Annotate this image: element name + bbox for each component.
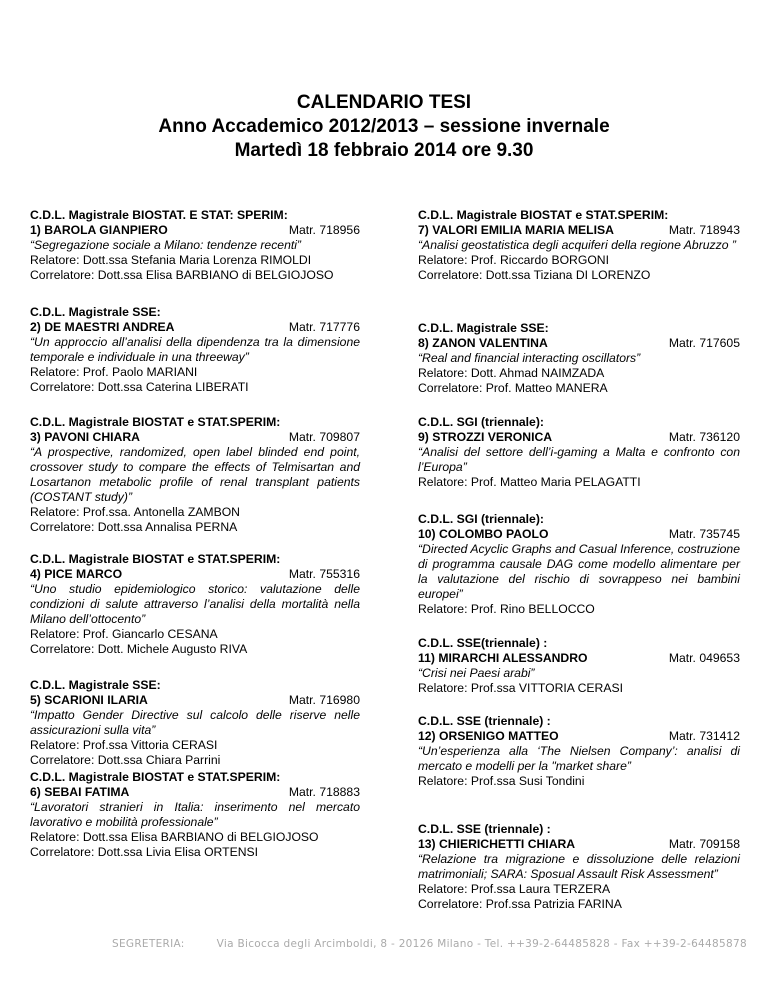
student-line [418, 651, 740, 666]
student-name: 3) PAVONI CHIARA [30, 430, 140, 444]
thesis-entry [30, 770, 360, 860]
thesis-title: “Impatto Gender Directive sul calcolo delle riserve nelle assicurazioni sulla vita” [30, 708, 360, 737]
supervisor: Relatore: Prof. Paolo MARIANI [30, 365, 198, 379]
student-id: Matr. 718883 [288, 785, 360, 799]
degree-course: C.D.L. SSE (triennale) : [418, 714, 551, 728]
supervisor: Relatore: Prof.ssa Laura TERZERA [418, 882, 611, 896]
student-id: Matr. 717776 [288, 320, 360, 334]
degree-course: C.D.L. Magistrale SSE: [30, 305, 161, 319]
co-supervisor: Correlatore: Dott.ssa Annalisa PERNA [30, 520, 238, 534]
footer-label: SEGRETERIA: [112, 938, 185, 950]
degree-course: C.D.L. Magistrale BIOSTAT. E STAT: SPERIM: [30, 208, 288, 222]
student-name: 7) VALORI EMILIA MARIA MELISA [418, 223, 614, 237]
footer [112, 938, 747, 950]
supervisor: Relatore: Prof.ssa. Antonella ZAMBON [30, 505, 240, 519]
supervisor: Relatore: Dott.ssa Stefania Maria Lorenza RIMOLDI [30, 253, 312, 267]
degree-course: C.D.L. SSE (triennale) : [418, 822, 551, 836]
thesis-title: “Uno studio epidemiologico storico: valutazione delle condizioni di salute attraverso l’analisi della mortalità nella Milano dell’ottocento” [30, 582, 360, 626]
student-line [418, 336, 740, 351]
page-title: CALENDARIO TESI [296, 92, 472, 113]
student-line [30, 567, 360, 582]
co-supervisor: Correlatore: Prof.ssa Patrizia FARINA [418, 897, 622, 911]
student-line [30, 693, 360, 708]
student-name: 6) SEBAI FATIMA [30, 785, 130, 799]
student-id: Matr. 755316 [288, 567, 360, 581]
thesis-entry [418, 512, 740, 617]
supervisor: Relatore: Dott. Ahmad NAIMZADA [418, 366, 605, 380]
thesis-title: “Segregazione sociale a Milano: tendenze recenti” [30, 238, 301, 252]
student-id: Matr. 709158 [668, 837, 740, 851]
degree-course: C.D.L. Magistrale SSE: [418, 321, 549, 335]
student-name: 12) ORSENIGO MATTEO [418, 729, 559, 743]
thesis-title: “Crisi nei Paesi arabi” [418, 666, 535, 680]
co-supervisor: Correlatore: Dott.ssa Elisa BARBIANO di BELGIOJOSO [30, 268, 334, 282]
thesis-entry [30, 208, 360, 283]
student-line [30, 785, 360, 800]
student-name: 8) ZANON VALENTINA [418, 336, 548, 350]
supervisor: Relatore: Dott.ssa Elisa BARBIANO di BELGIOJOSO [30, 830, 319, 844]
thesis-entry [30, 305, 360, 395]
supervisor: Relatore: Prof.ssa Susi Tondini [418, 774, 585, 788]
thesis-title: “Un’esperienza alla ‘The Nielsen Company’: analisi di mercato e modelli per la "market share” [418, 744, 740, 773]
thesis-entry [30, 678, 360, 768]
thesis-title: “Analisi geostatistica degli acquiferi della regione Abruzzo ” [418, 238, 736, 252]
thesis-title: “Directed Acyclic Graphs and Casual Inference, costruzione di programma causale DAG come modello alimentare per la valutazione del rischio di sovrappeso nei bambini europei” [418, 542, 740, 601]
student-line [418, 223, 740, 238]
supervisor: Relatore: Prof.ssa Vittoria CERASI [30, 738, 218, 752]
supervisor: Relatore: Prof. Matteo Maria PELAGATTI [418, 475, 641, 489]
student-id: Matr. 731412 [668, 729, 740, 743]
student-line [418, 430, 740, 445]
degree-course: C.D.L. Magistrale BIOSTAT e STAT.SPERIM: [30, 552, 281, 566]
student-id: Matr. 717605 [668, 336, 740, 350]
student-name: 4) PICE MARCO [30, 567, 123, 581]
thesis-title: “Relazione tra migrazione e dissoluzione delle relazioni matrimoniali; SARA: Sposual Assault Risk Assessment” [418, 852, 740, 881]
degree-course: C.D.L. Magistrale BIOSTAT e STAT.SPERIM: [30, 770, 281, 784]
thesis-title: “Analisi del settore dell’i-gaming a Malta e confronto con l’Europa” [418, 445, 740, 474]
academic-year: Anno Accademico 2012/2013 – sessione invernale [158, 116, 610, 137]
student-id: Matr. 718956 [288, 223, 360, 237]
student-line [30, 430, 360, 445]
thesis-entry [418, 714, 740, 789]
student-line [30, 223, 360, 238]
student-id: Matr. 049653 [668, 651, 740, 665]
thesis-entry [418, 415, 740, 490]
student-name: 5) SCARIONI ILARIA [30, 693, 148, 707]
supervisor: Relatore: Prof.ssa VITTORIA CERASI [418, 681, 623, 695]
student-name: 1) BAROLA GIANPIERO [30, 223, 168, 237]
thesis-entry [418, 636, 740, 696]
session-date: Martedì 18 febbraio 2014 ore 9.30 [234, 140, 534, 161]
student-line [30, 320, 360, 335]
student-id: Matr. 718943 [668, 223, 740, 237]
co-supervisor: Correlatore: Dott.ssa Chiara Parrini [30, 753, 221, 767]
thesis-entry [30, 552, 360, 657]
student-id: Matr. 716980 [288, 693, 360, 707]
degree-course: C.D.L. SGI (triennale): [418, 512, 544, 526]
supervisor: Relatore: Prof. Giancarlo CESANA [30, 627, 218, 641]
supervisor: Relatore: Prof. Rino BELLOCCO [418, 602, 595, 616]
co-supervisor: Correlatore: Prof. Matteo MANERA [418, 381, 608, 395]
degree-course: C.D.L. Magistrale SSE: [30, 678, 161, 692]
thesis-entry [418, 321, 740, 396]
thesis-entry [418, 208, 740, 283]
thesis-entry [418, 822, 740, 912]
student-name: 10) COLOMBO PAOLO [418, 527, 549, 541]
co-supervisor: Correlatore: Dott.ssa Tiziana DI LORENZO [418, 268, 651, 282]
student-line [418, 837, 740, 852]
student-line [418, 527, 740, 542]
co-supervisor: Correlatore: Dott. Michele Augusto RIVA [30, 642, 248, 656]
student-name: 13) CHIERICHETTI CHIARA [418, 837, 576, 851]
degree-course: C.D.L. Magistrale BIOSTAT e STAT.SPERIM: [30, 415, 281, 429]
student-line [418, 729, 740, 744]
student-id: Matr. 736120 [668, 430, 740, 444]
co-supervisor: Correlatore: Dott.ssa Livia Elisa ORTENSI [30, 845, 259, 859]
degree-course: C.D.L. SGI (triennale): [418, 415, 544, 429]
student-name: 9) STROZZI VERONICA [418, 430, 553, 444]
student-id: Matr. 709807 [288, 430, 360, 444]
student-name: 2) DE MAESTRI ANDREA [30, 320, 175, 334]
thesis-title: “Lavoratori stranieri in Italia: inserimento nel mercato lavorativo e mobilità professionale” [30, 800, 360, 829]
supervisor: Relatore: Prof. Riccardo BORGONI [418, 253, 609, 267]
degree-course: C.D.L. Magistrale BIOSTAT e STAT.SPERIM: [418, 208, 669, 222]
degree-course: C.D.L. SSE(triennale) : [418, 636, 548, 650]
co-supervisor: Correlatore: Dott.ssa Caterina LIBERATI [30, 380, 249, 394]
footer-address: Via Bicocca degli Arcimboldi, 8 - 20126 Milano - Tel. ++39-2-64485828 - Fax ++39-2-64485878 [216, 938, 747, 950]
student-id: Matr. 735745 [668, 527, 740, 541]
thesis-entry [30, 415, 360, 535]
thesis-title: “Un approccio all’analisi della dipendenza tra la dimensione temporale e individuale in una threeway” [30, 335, 360, 364]
thesis-title: “A prospective, randomized, open label blinded end point, crossover study to compare the effects of Telmisartan and Losartanon metabolic profile of renal transplant patients (COSTANT study)” [30, 445, 360, 504]
thesis-title: “Real and financial interacting oscillators” [418, 351, 641, 365]
student-name: 11) MIRARCHI ALESSANDRO [418, 651, 588, 665]
